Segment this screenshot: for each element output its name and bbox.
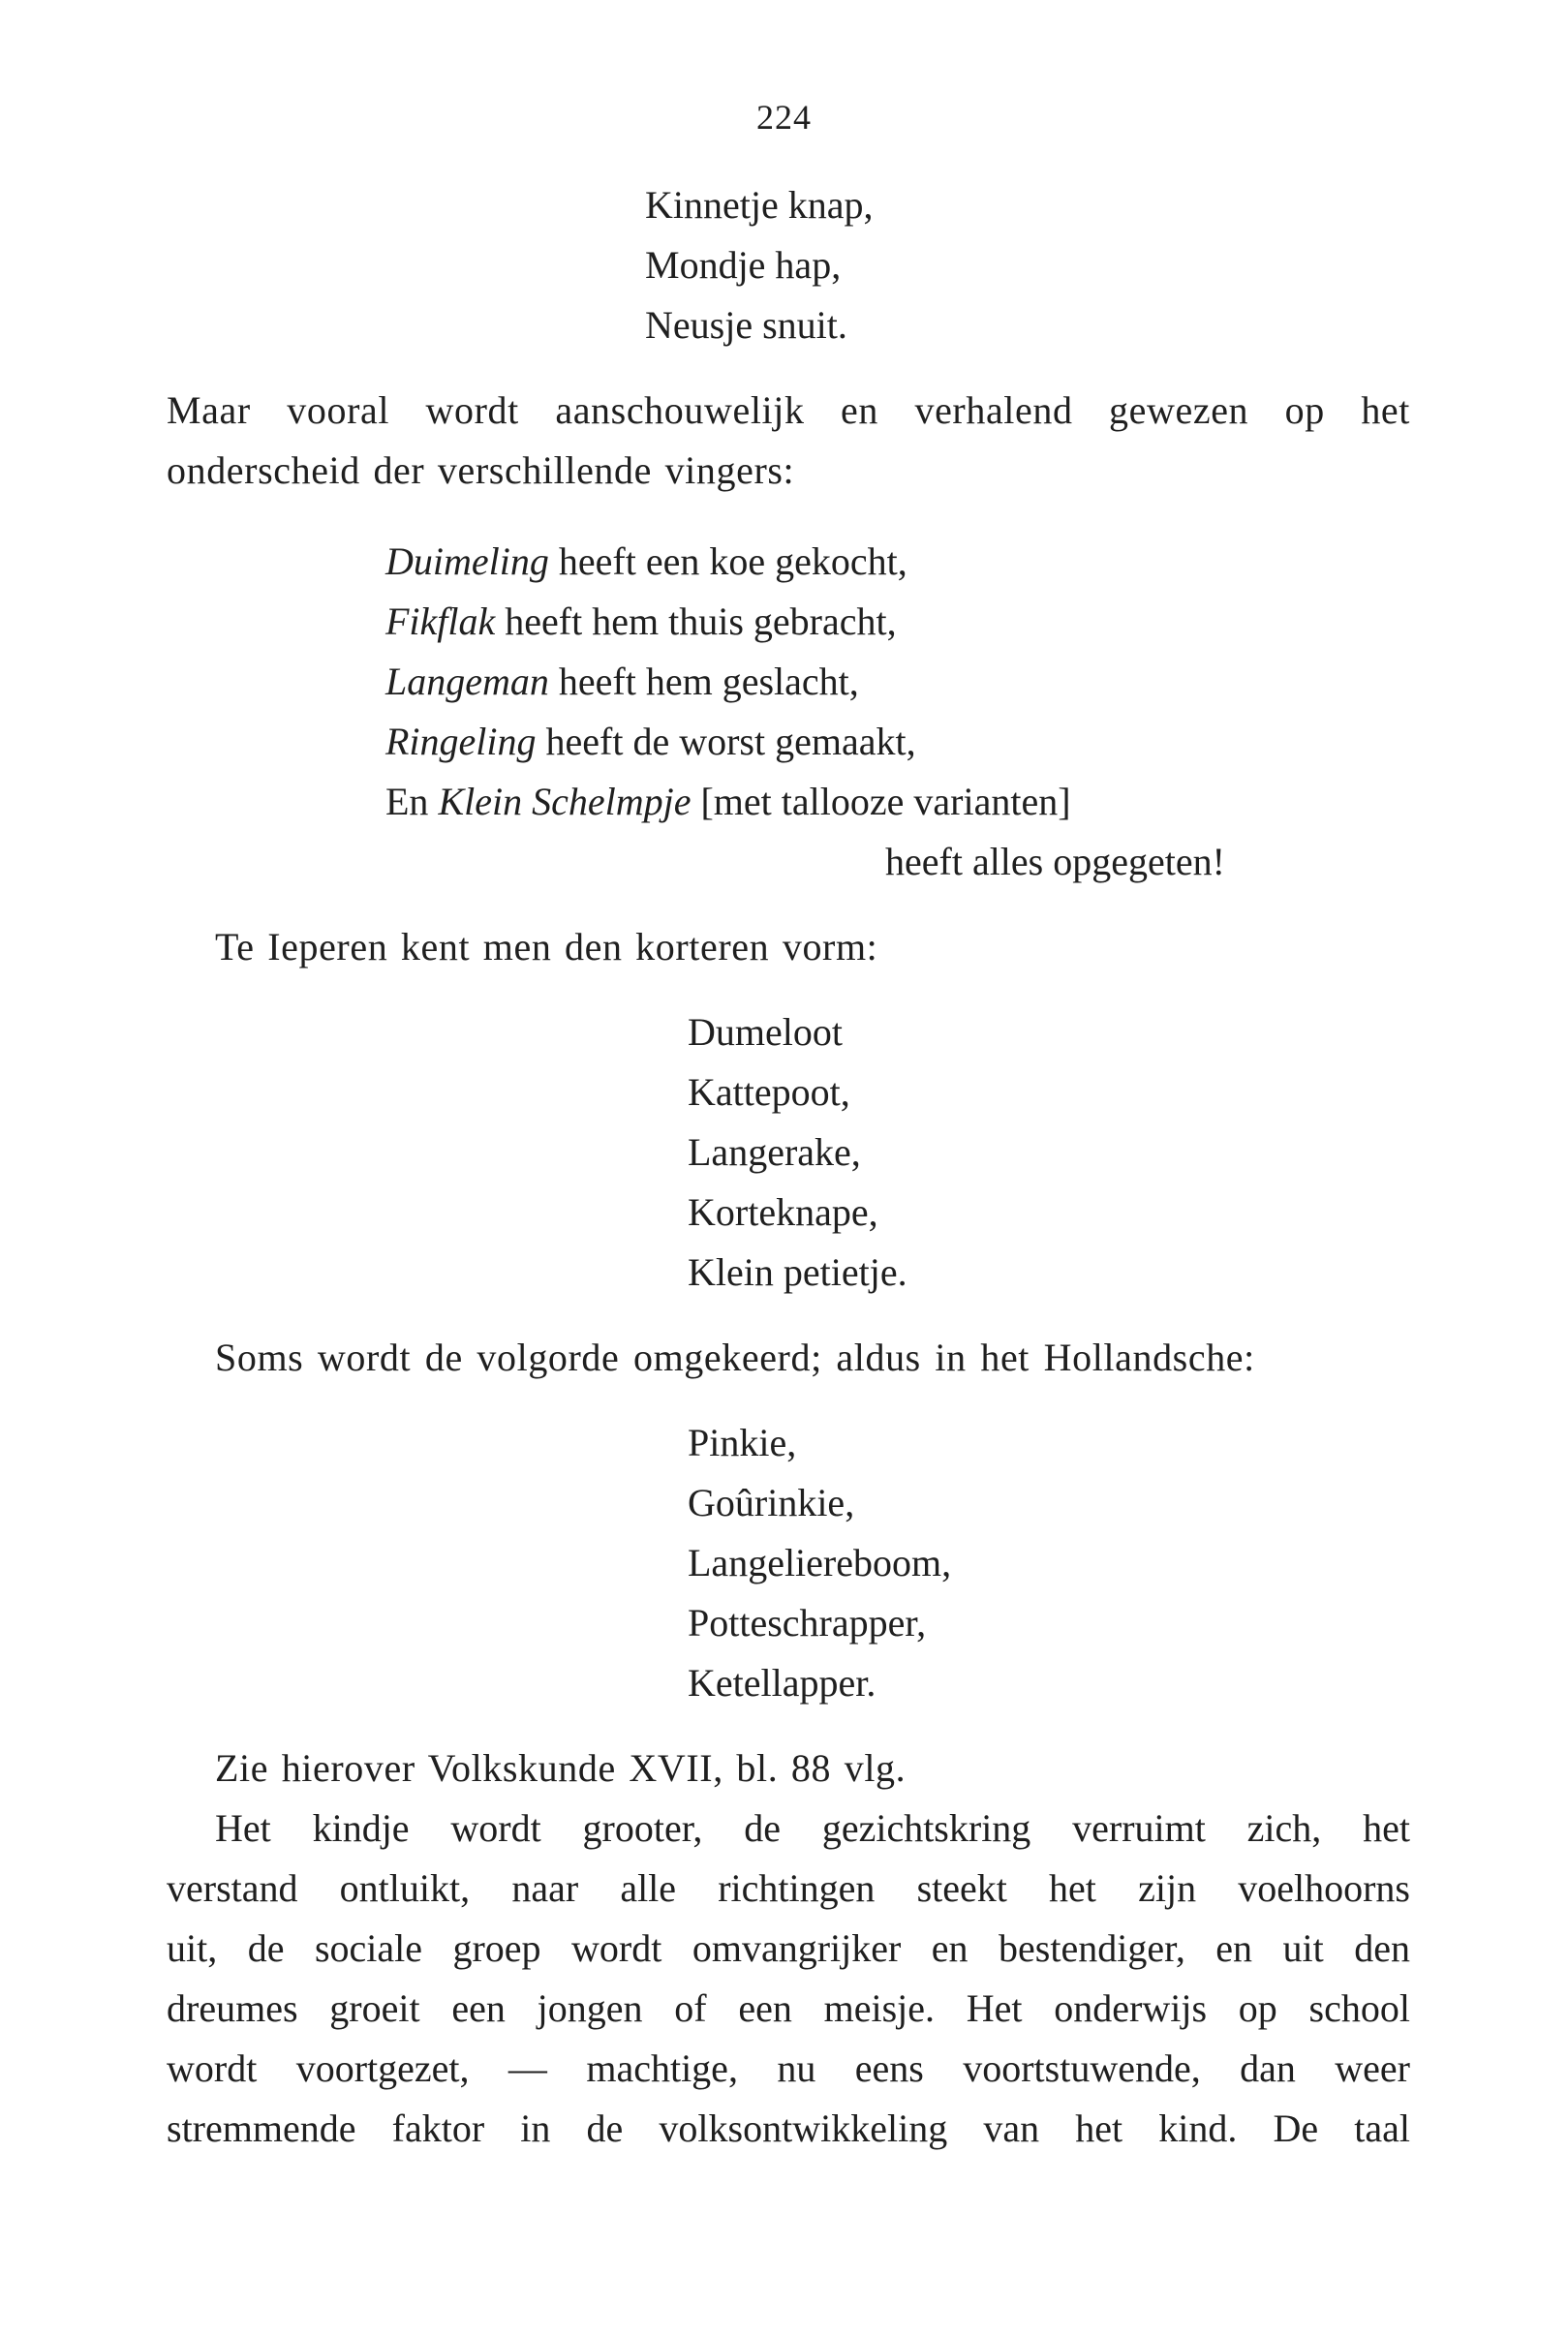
verse4-line-3: Langeliereboom, (688, 1541, 952, 1584)
verse4-line-2: Goûrinkie, (688, 1481, 855, 1524)
finger-name: Fikflak (385, 600, 496, 643)
verse1-line-2: Mondje hap, (645, 243, 842, 287)
verse2-line-text: heeft de worst gemaakt, (536, 720, 916, 763)
verse3-line-4: Korteknape, (688, 1190, 878, 1234)
para5-line-3: uit, de sociale groep wordt omvangrijker en bestendiger, en uit den (167, 1926, 1410, 1970)
verse2-line-4 (385, 719, 916, 765)
verse4-line-4: Potteschrapper, (688, 1601, 927, 1645)
para5-line-1: Het kindje wordt grooter, de gezichtskring verruimt zich, het (215, 1806, 1410, 1850)
verse2-line-text: heeft hem geslacht, (548, 660, 859, 703)
para5-line-6: stremmende faktor in de volksontwikkeling van het kind. De taal (167, 2106, 1410, 2150)
verse2-line-text: heeft een koe gekocht, (548, 539, 907, 583)
para5-line-4: dreumes groeit een jongen of een meisje. Het onderwijs op school (167, 1986, 1410, 2030)
verse3-line-2: Kattepoot, (688, 1070, 850, 1114)
para2: Te Ieperen kent men den korteren vorm: (215, 925, 878, 969)
verse1-line-1: Kinnetje knap, (645, 183, 874, 227)
finger-name: Duimeling (385, 539, 549, 583)
verse3-line-1: Dumeloot (688, 1010, 843, 1054)
verse3-line-3: Langerake, (688, 1130, 861, 1174)
para4-reference: Zie hierover Volkskunde XVII, bl. 88 vlg. (215, 1746, 907, 1790)
page-number: 224 (756, 98, 812, 137)
finger-name: Klein Schelmpje (438, 780, 692, 823)
verse1-line-3: Neusje snuit. (645, 303, 847, 347)
para1-line-1: Maar vooral wordt aanschouwelijk en verhalend gewezen op het (167, 388, 1410, 432)
para5-line-2: verstand ontluikt, naar alle richtingen steekt het zijn voelhoorns (167, 1866, 1410, 1910)
verse3-line-5: Klein petietje. (688, 1250, 907, 1294)
finger-name: Langeman (385, 660, 549, 703)
verse2-line-5 (385, 779, 1071, 825)
verse2-line-6: heeft alles opgegeten! (885, 840, 1225, 883)
verse2-line-text: heeft hem thuis gebracht, (495, 600, 897, 643)
verse4-line-5: Ketellapper. (688, 1661, 876, 1705)
verse4-line-1: Pinkie, (688, 1421, 797, 1464)
verse2-line-3 (385, 659, 859, 705)
para1-line-2: onderscheid der verschillende vingers: (167, 448, 795, 492)
verse2-line-1 (385, 538, 907, 585)
verse2-line-prefix: En (385, 780, 439, 823)
para3: Soms wordt de volgorde omgekeerd; aldus in het Hollandsche: (215, 1336, 1255, 1379)
finger-name: Ringeling (385, 720, 537, 763)
verse2-line-text: [met tallooze varianten] (691, 780, 1071, 823)
para5-line-5: wordt voortgezet, — machtige, nu eens voortstuwende, dan weer (167, 2046, 1410, 2090)
verse2-line-2 (385, 599, 897, 645)
